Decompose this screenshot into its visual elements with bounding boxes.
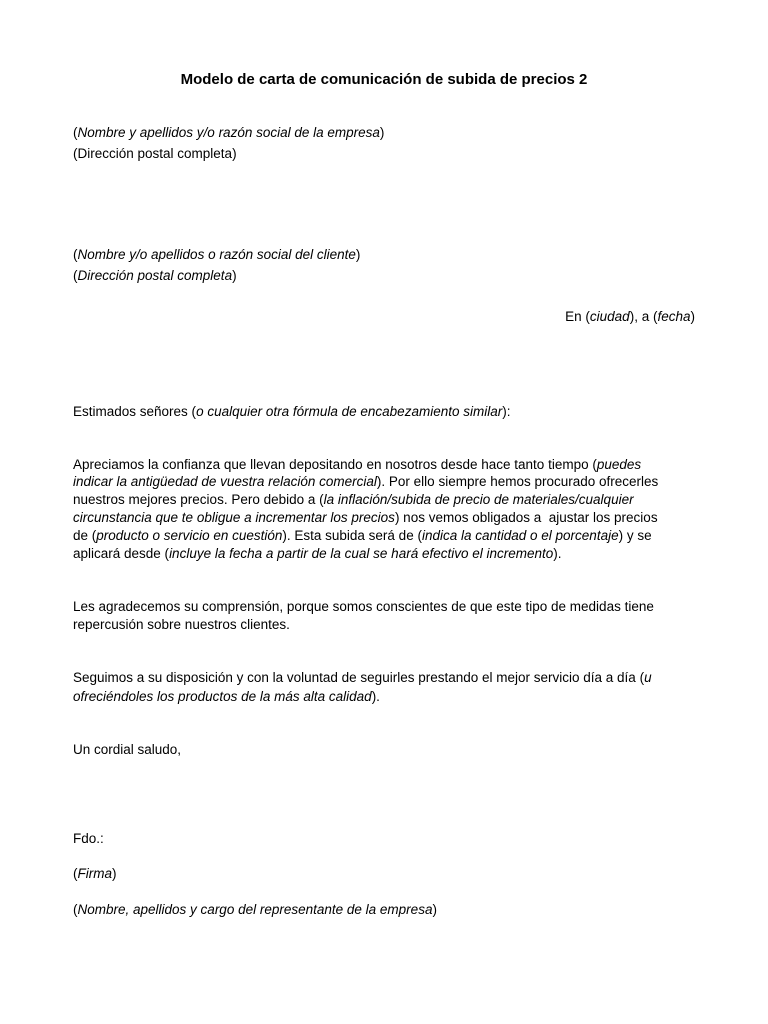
- text-run: ): [690, 309, 695, 324]
- italic-text-run: Dirección postal completa: [77, 268, 233, 283]
- text-run: de (: [73, 528, 97, 543]
- text-run: ):: [502, 404, 511, 419]
- text-run: (: [73, 268, 78, 283]
- signer-details: [73, 901, 437, 918]
- paragraph-line: [73, 527, 652, 544]
- text-run: Seguimos a su disposición y con la voluntad de seguirles prestando el mejor servicio día a día (: [73, 670, 645, 685]
- text-run: aplicará desde (: [73, 546, 170, 561]
- text-run: Fdo.:: [73, 831, 104, 846]
- signature-placeholder: [73, 865, 117, 882]
- text-run: ): [432, 902, 437, 917]
- paragraph-line: [73, 473, 658, 490]
- document-title: Modelo de carta de comunicación de subida de precios 2: [180, 71, 588, 88]
- text-run: ). Por ello siempre hemos procurado ofrecerles: [376, 474, 659, 489]
- recipient-address: [73, 267, 237, 284]
- sender-address: [73, 145, 237, 162]
- italic-text-run: ciudad: [589, 309, 630, 324]
- salutation: [73, 403, 510, 420]
- italic-text-run: Nombre, apellidos y cargo del representante de la empresa: [77, 902, 433, 917]
- text-run: ): [355, 247, 361, 262]
- italic-text-run: producto o servicio en cuestión: [96, 528, 283, 543]
- text-run: Estimados señores (: [73, 404, 197, 419]
- italic-text-run: Firma: [77, 866, 112, 881]
- italic-text-run: u: [644, 670, 652, 685]
- paragraph-line: [73, 491, 634, 508]
- paragraph-line: [73, 545, 562, 562]
- text-run: ), a (: [629, 309, 658, 324]
- italic-text-run: indicar la antigüedad de vuestra relación comercial: [73, 474, 377, 489]
- text-run: repercusión sobre nuestros clientes.: [73, 617, 290, 632]
- paragraph-line: [73, 509, 658, 526]
- text-run: ).: [553, 546, 562, 561]
- italic-text-run: o cualquier otra fórmula de encabezamiento similar: [196, 404, 503, 419]
- text-run: ): [112, 866, 117, 881]
- paragraph-line: [73, 456, 641, 473]
- text-run: (: [73, 866, 78, 881]
- italic-text-run: incluye la fecha a partir de la cual se hará efectivo el incremento: [169, 546, 554, 561]
- italic-text-run: Nombre y apellidos y/o razón social de la empresa: [77, 125, 380, 140]
- italic-text-run: la inflación/subida de precio de materiales/cualquier: [323, 492, 634, 507]
- italic-text-run: circunstancia que te obligue a incrementar los precios: [73, 510, 395, 525]
- place-date: [565, 308, 695, 325]
- text-run: (: [73, 247, 78, 262]
- paragraph-line: [73, 598, 654, 615]
- text-run: (Dirección postal completa): [73, 146, 237, 161]
- text-run: (: [73, 902, 78, 917]
- text-run: ): [379, 125, 385, 140]
- sender-name: [73, 124, 384, 141]
- text-run: ). Esta subida será de (: [282, 528, 422, 543]
- text-run: nuestros mejores precios. Pero debido a (: [73, 492, 324, 507]
- paragraph-line: [73, 669, 652, 686]
- paragraph-line: [73, 688, 380, 705]
- text-run: ).: [371, 689, 380, 704]
- closing: [73, 741, 181, 758]
- text-run: ): [232, 268, 237, 283]
- italic-text-run: fecha: [657, 309, 691, 324]
- italic-text-run: ofreciéndoles los productos de la más alta calidad: [73, 689, 372, 704]
- text-run: (: [73, 125, 78, 140]
- text-run: Les agradecemos su comprensión, porque somos conscientes de que este tipo de medidas tiene: [73, 599, 654, 614]
- signature-label: [73, 830, 104, 847]
- italic-text-run: puedes: [596, 457, 642, 472]
- text-run: En (: [565, 309, 590, 324]
- text-run: ) y se: [618, 528, 652, 543]
- recipient-name: [73, 246, 360, 263]
- text-run: Un cordial saludo,: [73, 742, 182, 757]
- text-run: Apreciamos la confianza que llevan depositando en nosotros desde hace tanto tiempo (: [73, 457, 597, 472]
- paragraph-line: [73, 616, 290, 633]
- italic-text-run: indica la cantidad o el porcentaje: [421, 528, 619, 543]
- text-run: ) nos vemos obligados a ajustar los precios: [394, 510, 658, 525]
- italic-text-run: Nombre y/o apellidos o razón social del cliente: [77, 247, 356, 262]
